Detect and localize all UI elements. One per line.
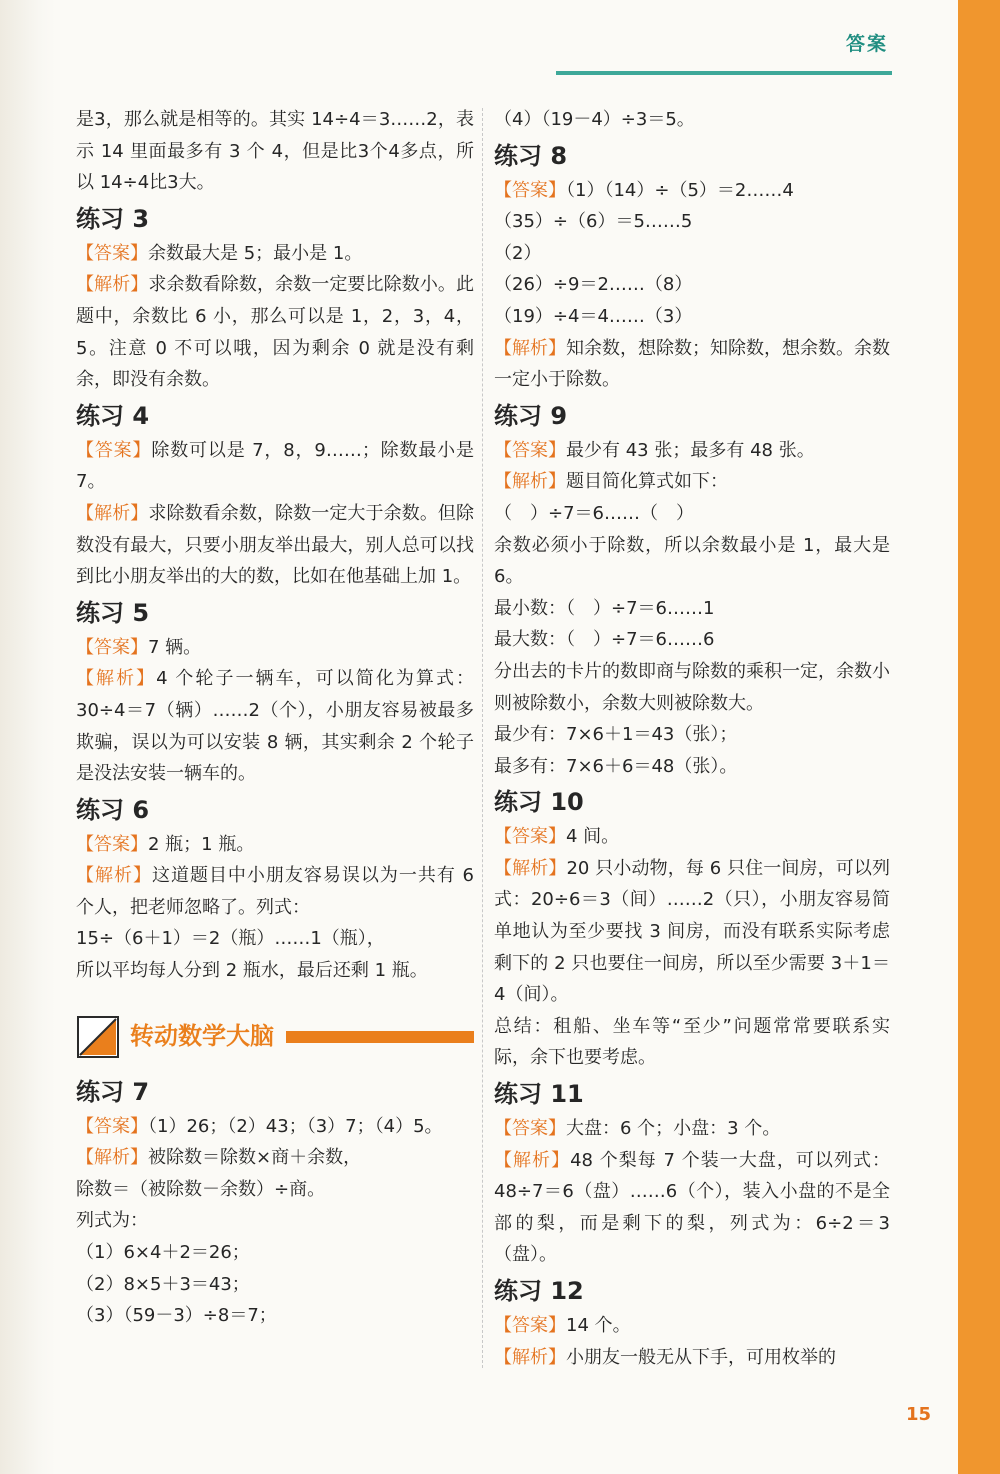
exercise-9-explanation	[494, 466, 890, 498]
page-header-title: 答案	[846, 33, 889, 55]
exercise-6-answer	[76, 829, 474, 861]
answer-tag: 【答案】	[494, 439, 566, 461]
exercise-3-heading: 练习 3	[76, 204, 150, 233]
exercise-9-line: 最多有：7×6＋6＝48（张）。	[494, 755, 738, 777]
exercise-9-line: 分出去的卡片的数即商与除数的乘积一定，余数小则被除数小，余数大则被除数大。	[494, 660, 890, 714]
explanation-tag: 【解析】	[76, 502, 149, 524]
exercise-8-answer	[494, 175, 890, 207]
exercise-10-explanation	[494, 853, 890, 1011]
exercise-5-answer	[76, 632, 474, 664]
explanation-tag: 【解析】	[494, 857, 567, 879]
exercise-6-line: 15÷（6＋1）＝2（瓶）……1（瓶），	[76, 928, 385, 950]
header-underline	[556, 71, 892, 75]
explanation-text: 20 只小动物，每 6 只住一间房，可以列式：20÷6＝3（间）……2（只），小朋友容易简单地认为至少要找 3 间房，而没有联系实际考虑剩下的 2 只也要住一间房，所以至少需要 3＋1＝4（间）。	[494, 857, 891, 1006]
explanation-tag: 【解析】	[76, 865, 152, 887]
exercise-8-heading: 练习 8	[494, 141, 568, 170]
answer-text: 14 个。	[566, 1315, 631, 1336]
exercise-4-explanation	[76, 498, 474, 593]
answer-text: 除数可以是 7，8，9……；除数最小是 7。	[76, 439, 475, 493]
exercise-3-explanation	[76, 269, 474, 395]
explanation-tag: 【解析】	[76, 1147, 148, 1169]
explanation-tag: 【解析】	[494, 1346, 566, 1368]
exercise-11-answer	[494, 1113, 890, 1145]
answer-text: 最少有 43 张；最多有 48 张。	[566, 439, 815, 461]
exercise-10-heading: 练习 10	[494, 788, 584, 817]
explanation-text: 知余数，想除数；知除数，想余数。余数一定小于除数。	[494, 337, 890, 391]
exercise-10-summary: 总结：租船、坐车等“至少”问题常常要联系实际，余下也要考虑。	[494, 1015, 890, 1069]
answer-text: 余数最大是 5；最小是 1。	[148, 242, 363, 264]
answer-text: 2 瓶；1 瓶。	[148, 833, 255, 855]
intro-line: （4）（19－4）÷3＝5。	[494, 109, 695, 130]
answer-tag: 【答案】	[76, 636, 148, 658]
exercise-8-line: （2）	[494, 242, 542, 264]
section-title: 转动数学大脑	[130, 1021, 274, 1050]
explanation-tag: 【解析】	[76, 274, 149, 296]
answer-tag: 【答案】	[494, 179, 566, 201]
exercise-4-heading: 练习 4	[76, 401, 150, 430]
column-divider	[482, 108, 483, 1368]
exercise-7-line: （3）（59－3）÷8＝7；	[76, 1305, 277, 1327]
answer-tag: 【答案】	[76, 833, 148, 855]
exercise-11-heading: 练习 11	[494, 1080, 584, 1109]
explanation-text: 这道题目中小朋友容易误以为一共有 6 个人，把老师忽略了。列式：	[76, 865, 474, 918]
right-column	[494, 104, 890, 1373]
exercise-7-line: （1）6×4＋2＝26；	[76, 1242, 250, 1264]
answer-tag: 【答案】	[76, 439, 152, 461]
answer-tag: 【答案】	[76, 1115, 148, 1137]
exercise-6-line: 所以平均每人分到 2 瓶水，最后还剩 1 瓶。	[76, 960, 428, 982]
side-color-stripe	[958, 0, 1000, 1474]
triangle-square-icon	[76, 1015, 120, 1059]
answer-text: （1）（14）÷（5）＝2……4	[566, 179, 794, 201]
answer-tag: 【答案】	[494, 1118, 566, 1140]
left-column	[76, 104, 474, 1332]
exercise-6-explanation	[76, 860, 474, 923]
section-banner	[76, 1011, 474, 1063]
exercise-12-explanation	[494, 1342, 890, 1374]
explanation-tag: 【解析】	[494, 1149, 571, 1171]
answer-text: 4 间。	[566, 826, 620, 848]
page-binding-shadow	[0, 0, 56, 1474]
exercise-5-explanation	[76, 663, 474, 789]
exercise-9-line: （ ）÷7＝6……（ ）	[494, 502, 694, 524]
exercise-11-explanation	[494, 1145, 890, 1271]
exercise-9-heading: 练习 9	[494, 401, 568, 430]
exercise-7-line: 列式为：	[76, 1210, 148, 1232]
exercise-12-answer	[494, 1310, 890, 1342]
intro-paragraph: 是3，那么就是相等的。其实 14÷4＝3……2，表示 14 里面最多有 3 个 4，但是比3个4多点，所以 14÷4比3大。	[76, 109, 474, 194]
answer-text: 7 辆。	[148, 636, 202, 658]
exercise-9-line: 最大数：（ ）÷7＝6……6	[494, 629, 715, 651]
exercise-7-answer	[76, 1111, 474, 1143]
explanation-text: 4 个轮子一辆车，可以简化为算式：30÷4＝7（辆）……2（个），小朋友容易被最多欺骗，误以为可以安装 8 辆，其实剩余 2 个轮子是没法安装一辆车的。	[76, 668, 474, 785]
exercise-8-explanation	[494, 333, 890, 396]
explanation-text: 题目简化算式如下：	[566, 471, 728, 493]
exercise-9-line: 最少有：7×6＋1＝43（张）；	[494, 724, 738, 746]
exercise-8-line: （26）÷9＝2……（8）	[494, 274, 693, 296]
page-number: 15	[906, 1404, 932, 1425]
exercise-9-answer	[494, 435, 890, 467]
explanation-text: 48 个梨每 7 个装一大盘，可以列式：48÷7＝6（盘）……6（个），装入小盘的不是全部的梨，而是剩下的梨，列式为：6÷2＝3（盘）。	[494, 1149, 890, 1266]
explanation-tag: 【解析】	[76, 668, 157, 690]
exercise-4-answer	[76, 435, 474, 498]
explanation-text: 求除数看余数，除数一定大于余数。但除数没有最大，只要小朋友举出最大，别人总可以找到比小朋友举出的大的数，比如在他基础上加 1。	[76, 502, 475, 588]
exercise-9-line: 最小数：（ ）÷7＝6……1	[494, 597, 715, 619]
exercise-3-answer	[76, 238, 474, 270]
exercise-5-heading: 练习 5	[76, 598, 150, 627]
answer-tag: 【答案】	[494, 1315, 566, 1336]
explanation-text: 被除数＝除数×商＋余数，	[148, 1147, 362, 1169]
exercise-7-line: 除数＝（被除数－余数）÷商。	[76, 1178, 326, 1200]
exercise-6-heading: 练习 6	[76, 795, 150, 824]
explanation-text: 小朋友一般无从下手，可用枚举的	[566, 1346, 836, 1368]
answer-text: （1）26；（2）43；（3）7；（4）5。	[148, 1115, 443, 1137]
exercise-7-explanation	[76, 1142, 474, 1174]
exercise-9-line: 余数必须小于除数，所以余数最小是 1，最大是 6。	[494, 534, 890, 588]
explanation-tag: 【解析】	[494, 337, 566, 359]
exercise-10-answer	[494, 821, 890, 853]
answer-tag: 【答案】	[76, 242, 148, 264]
exercise-7-line: （2）8×5＋3＝43；	[76, 1273, 250, 1295]
exercise-8-line: （19）÷4＝4……（3）	[494, 305, 693, 327]
explanation-text: 求余数看除数，余数一定要比除数小。此题中，余数比 6 小，那么可以是 1，2，3，4，5。注意 0 不可以哦，因为剩余 0 就是没有剩余，即没有余数。	[76, 274, 475, 391]
exercise-7-heading: 练习 7	[76, 1077, 150, 1106]
section-title-bar	[286, 1031, 474, 1043]
explanation-tag: 【解析】	[494, 471, 566, 493]
answer-text: 大盘：6 个；小盘：3 个。	[566, 1118, 781, 1140]
exercise-12-heading: 练习 12	[494, 1277, 584, 1305]
answer-tag: 【答案】	[494, 826, 566, 848]
exercise-8-line: （35）÷（6）＝5……5	[494, 211, 693, 233]
